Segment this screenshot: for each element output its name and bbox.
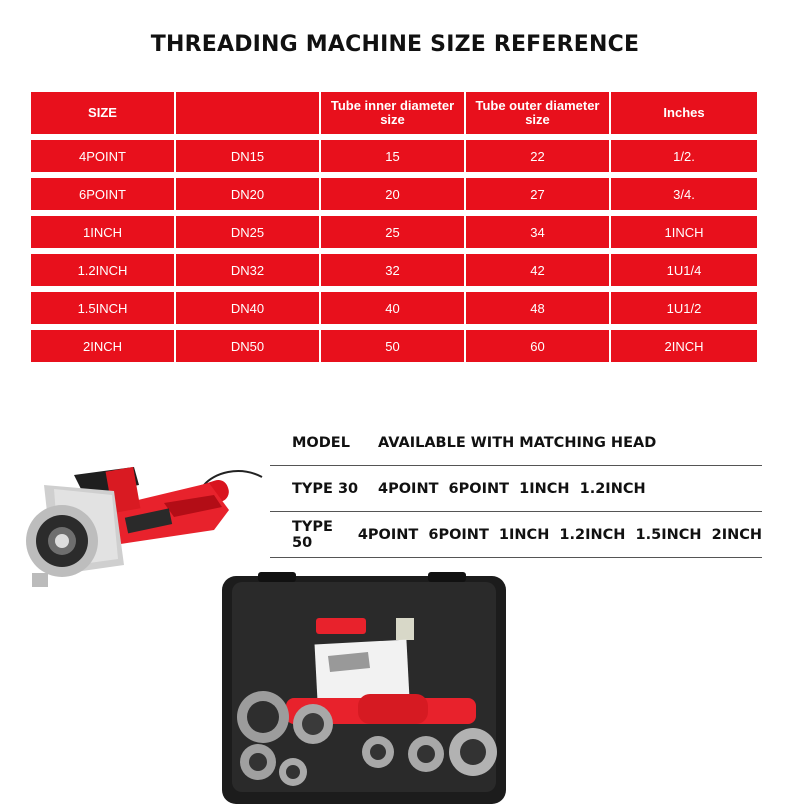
table-header-row [31, 92, 757, 134]
cell-outer: 60 [466, 330, 611, 362]
cell-dn: DN32 [176, 254, 321, 286]
cell-dn: DN25 [176, 216, 321, 248]
cell-dn: DN50 [176, 330, 321, 362]
model-header-row [270, 420, 762, 466]
cell-size: 2INCH [31, 330, 176, 362]
header-cell-dn [176, 92, 321, 134]
cell-outer: 42 [466, 254, 611, 286]
header-cell-outer: Tube outer diameter size [466, 92, 611, 134]
cell-outer: 27 [466, 178, 611, 210]
model-name: TYPE 30 [292, 480, 359, 497]
cell-size: 4POINT [31, 140, 176, 172]
table-row [31, 254, 757, 286]
cell-outer: 34 [466, 216, 611, 248]
table-row [31, 292, 757, 324]
cell-inches: 1/2. [611, 140, 757, 172]
cell-dn: DN20 [176, 178, 321, 210]
model-row [270, 512, 762, 558]
page-title: THREADING MACHINE SIZE REFERENCE [150, 32, 640, 57]
cell-inner: 15 [321, 140, 466, 172]
table-row [31, 178, 757, 210]
cell-inches: 1U1/2 [611, 292, 757, 324]
cell-dn: DN15 [176, 140, 321, 172]
cell-inches: 1INCH [611, 216, 757, 248]
cell-inner: 40 [321, 292, 466, 324]
table-row [31, 216, 757, 248]
size-reference-table [31, 92, 757, 368]
cell-size: 1.5INCH [31, 292, 176, 324]
cell-outer: 48 [466, 292, 611, 324]
cell-dn: DN40 [176, 292, 321, 324]
model-name: TYPE 50 [292, 518, 333, 551]
model-heads: 4POINT 6POINT 1INCH 1.2INCH 1.5INCH 2INCH [357, 526, 762, 543]
table-row [31, 330, 757, 362]
cell-inner: 50 [321, 330, 466, 362]
model-heads: 4POINT 6POINT 1INCH 1.2INCH [378, 480, 646, 497]
cell-inches: 3/4. [611, 178, 757, 210]
carry-case-kit-image [218, 572, 510, 808]
heads-header-label: AVAILABLE WITH MATCHING HEAD [378, 434, 657, 451]
header-cell-inches: Inches [611, 92, 757, 134]
model-header-label: MODEL [292, 434, 350, 451]
cell-inner: 32 [321, 254, 466, 286]
cell-outer: 22 [466, 140, 611, 172]
cell-size: 1.2INCH [31, 254, 176, 286]
cell-size: 6POINT [31, 178, 176, 210]
cell-inner: 20 [321, 178, 466, 210]
header-cell-inner: Tube inner diameter size [321, 92, 466, 134]
cell-size: 1INCH [31, 216, 176, 248]
cell-inches: 1U1/4 [611, 254, 757, 286]
cell-inches: 2INCH [611, 330, 757, 362]
model-head-table [270, 420, 762, 558]
header-cell-size: SIZE [31, 92, 176, 134]
cell-inner: 25 [321, 216, 466, 248]
table-row [31, 140, 757, 172]
model-row [270, 466, 762, 512]
